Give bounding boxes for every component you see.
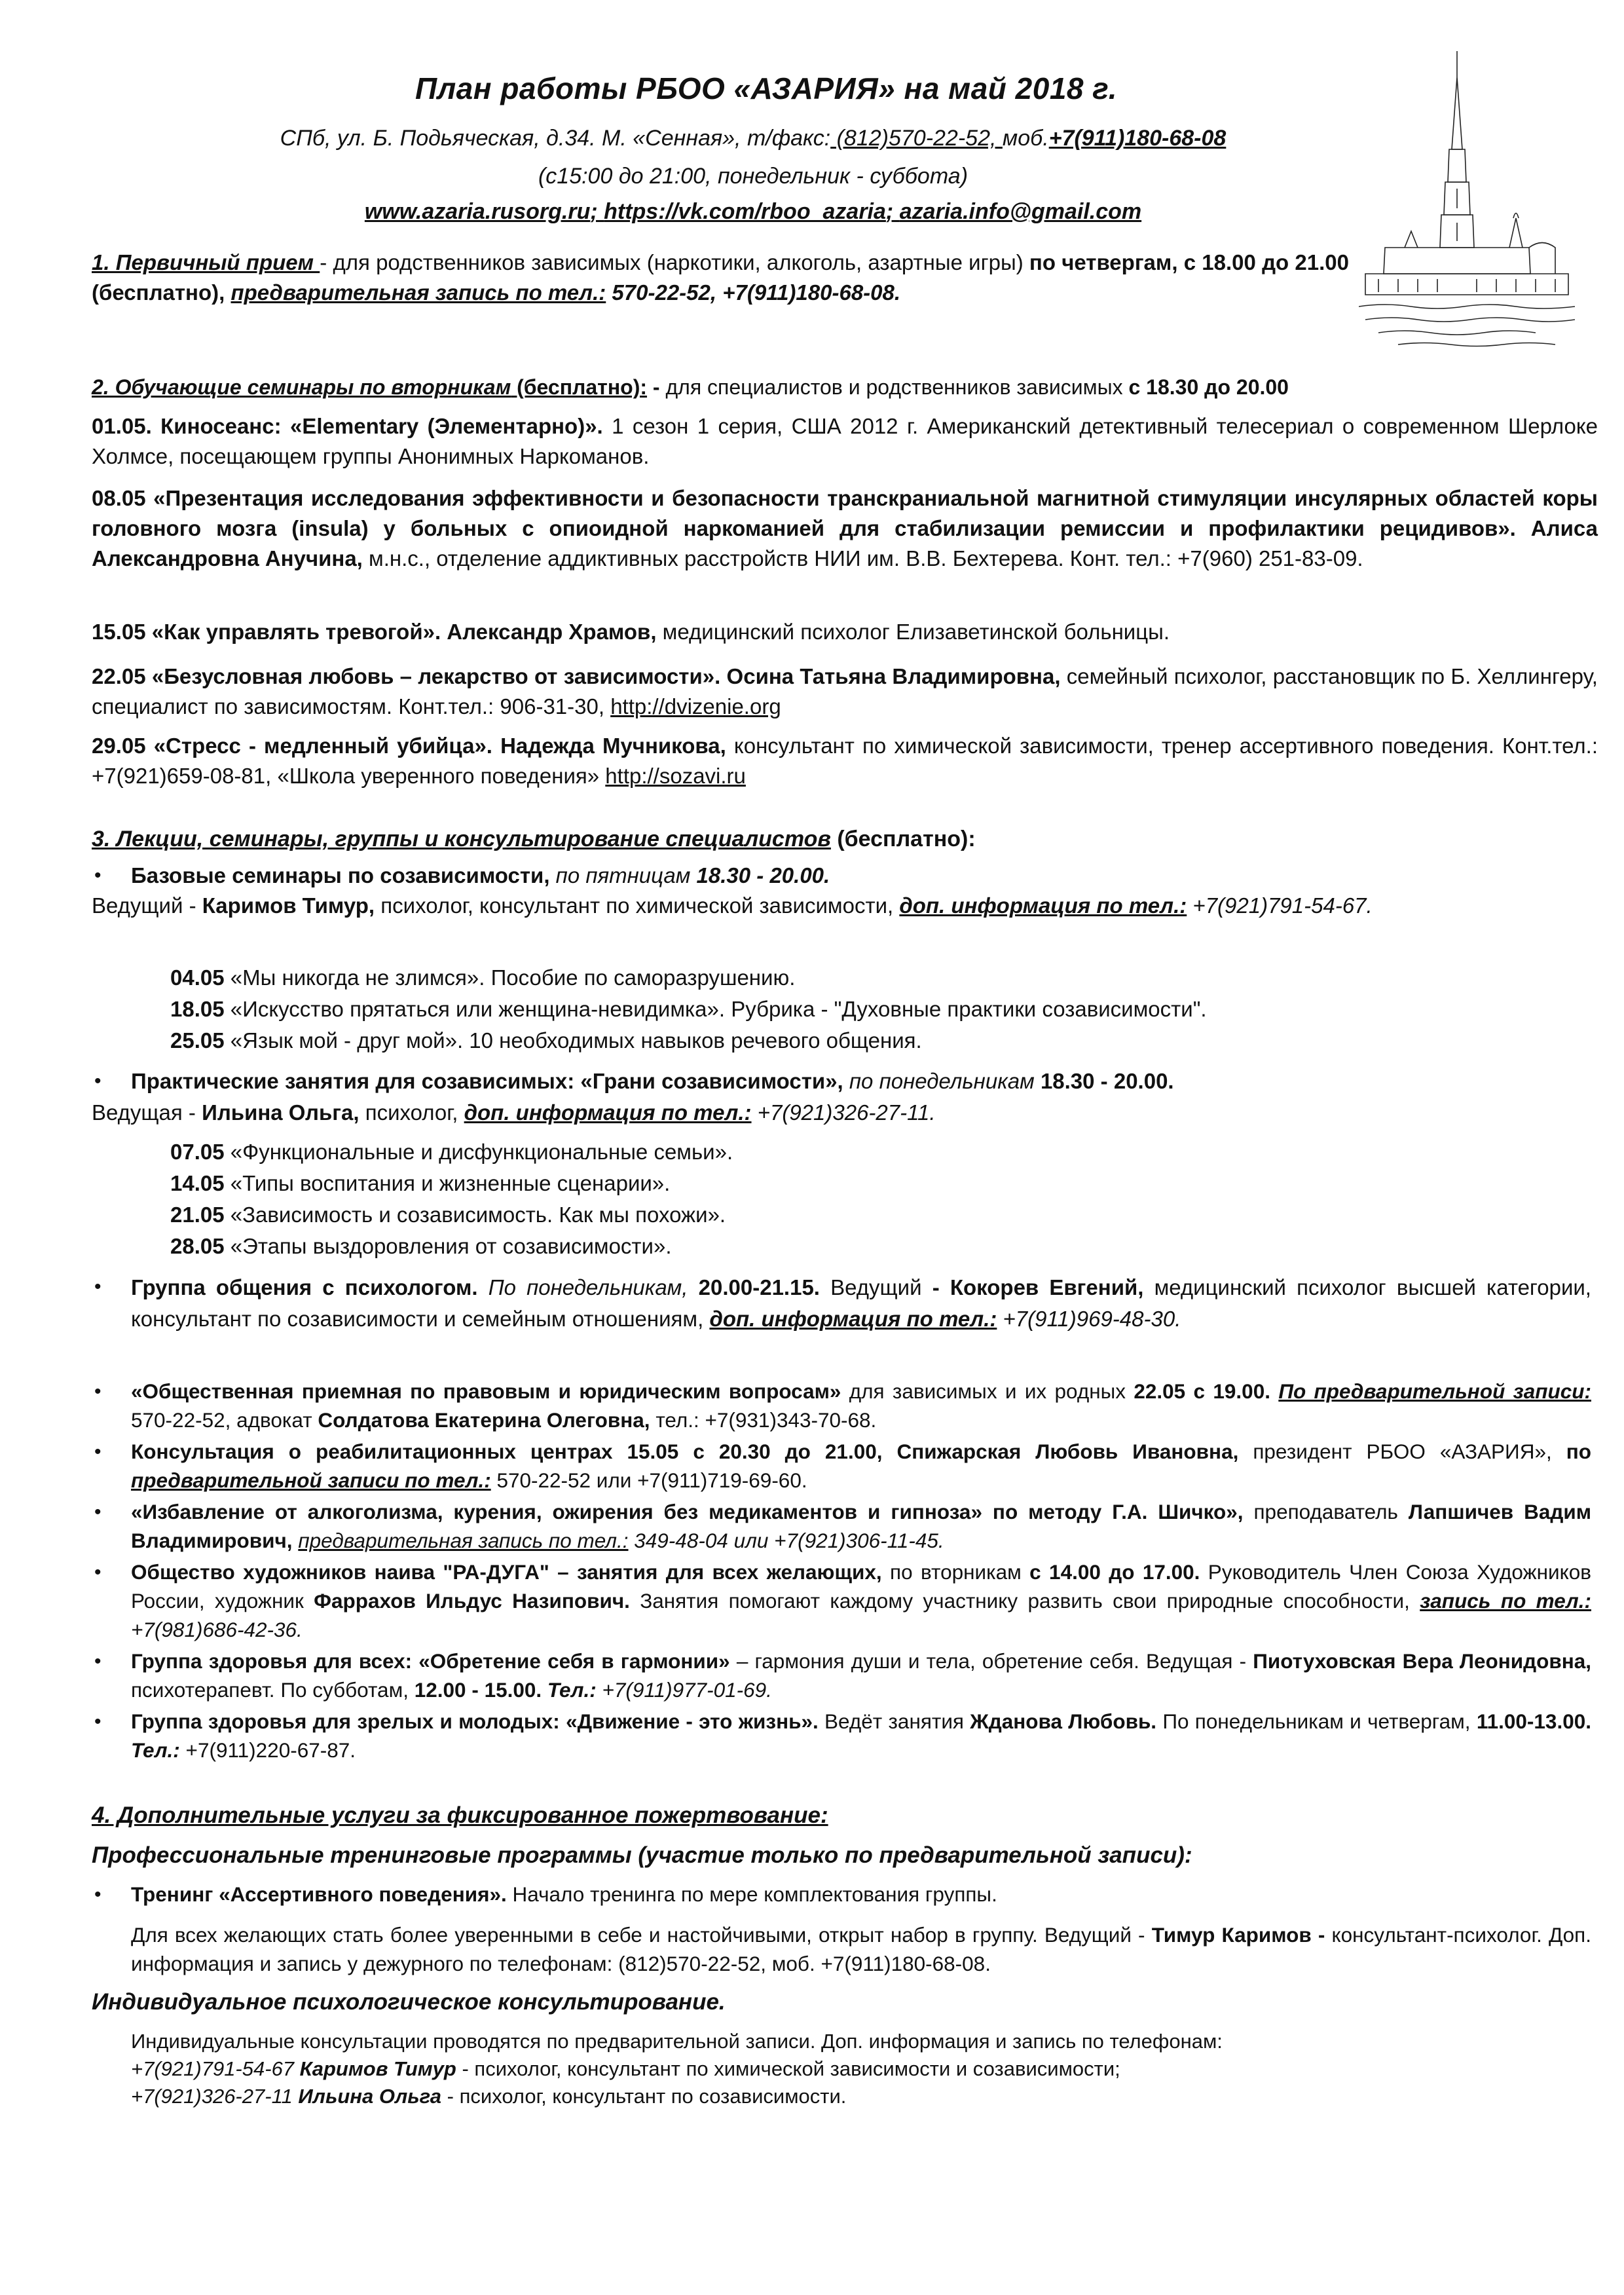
- codependency-host: Ведущий - Каримов Тимур, психолог, консультант по химической зависимости, доп. информация по тел.: +7(921)791-54-67.: [92, 893, 1373, 918]
- health-group-movement: Группа здоровья для зрелых и молодых: «Движение - это жизнь». Ведёт занятия Жданова Любовь. По понедельникам и четвергам, 11.00-13.00. Тел.: +7(911)220-67-87.: [131, 1709, 1591, 1762]
- page-title: План работы РБОО «АЗАРИЯ» на май 2018 г.: [415, 71, 1118, 105]
- individual-consulting-heading: Индивидуальное психологическое консультирование.: [92, 1989, 726, 2015]
- list-item: 21.05 «Зависимость и созависимость. Как мы похожи».: [170, 1203, 726, 1227]
- list-item: 04.05 «Мы никогда не злимся». Пособие по саморазрушению.: [170, 965, 796, 990]
- bullet-icon: •: [94, 865, 101, 886]
- codependency-seminars: Базовые семинары по созависимости, по пятницам 18.30 - 20.00.: [131, 863, 830, 887]
- section-2-title: 2. Обучающие семинары по вторникам: [92, 375, 511, 399]
- bullet-icon: •: [94, 1884, 101, 1905]
- bullet-icon: •: [94, 1441, 101, 1463]
- website-link[interactable]: www.azaria.rusorg.ru: [364, 199, 591, 224]
- artists-society: Общество художников наива "РА-ДУГА" – занятия для всех желающих, по вторникам с 14.00 до 17.00. Руководитель Член Союза Художников России, художник Фаррахов Ильдус Назипович. Занятия помогают каждому участнику развить свои природные способности, запись по тел.: +7(981)686-42-36.: [131, 1560, 1592, 1641]
- consultant-karimov: +7(921)791-54-67 Каримов Тимур - психолог, консультант по химической зависимости и созависимости;: [131, 2057, 1120, 2080]
- vk-link[interactable]: https://vk.com/rboo_azaria: [604, 199, 886, 224]
- section-4-title: 4. Дополнительные услуги за фиксированное пожертвование:: [92, 1802, 828, 1828]
- practical-host: Ведущая - Ильина Ольга, психолог, доп. информация по тел.: +7(921)326-27-11.: [92, 1100, 936, 1125]
- seminar-2905: 29.05 «Стресс - медленный убийца». Надежда Мучникова, консультант по химической зависимости, тренер ассертивного поведения. Конт.тел.: +7(921)659-08-81, «Школа уверенного поведения» http://sozavi.ru: [92, 734, 1598, 788]
- sozavi-link[interactable]: http://sozavi.ru: [605, 764, 746, 788]
- assertive-training: Тренинг «Ассертивного поведения». Начало тренинга по мере комплектования группы.: [131, 1882, 997, 1906]
- list-item: 28.05 «Этапы выздоровления от созависимости».: [170, 1234, 672, 1258]
- list-item: 18.05 «Искусство прятаться или женщина-невидимка». Рубрика - "Духовные практики созависимости".: [170, 997, 1207, 1021]
- email-link[interactable]: azaria.info@gmail.com: [899, 199, 1142, 224]
- health-group-harmony: Группа здоровья для всех: «Обретение себя в гармонии» – гармония души и тела, обретение себя. Ведущая - Пиотуховская Вера Леонидовна, психотерапевт. По субботам, 12.00 - 15.00. Тел.: +7(911)977-01-69.: [131, 1649, 1592, 1702]
- seminar-2205: 22.05 «Безусловная любовь – лекарство от зависимости». Осина Татьяна Владимировна, семейный психолог, расстановщик по Б. Хеллингеру, специалист по зависимостям. Конт.тел.: 906-31-30, http://dvizenie.org: [92, 664, 1598, 718]
- section-1: 1. Первичный прием - для родственников зависимых (наркотики, алкоголь, азартные игры) по четвергам, с 18.00 до 21.00 (бесплатно), предварительная запись по тел.: 570-22-52, +7(911)180-68-08.: [92, 250, 1349, 305]
- training-programs-heading: Профессиональные тренинговые программы (участие только по предварительной записи):: [92, 1842, 1192, 1868]
- legal-reception: «Общественная приемная по правовым и юридическим вопросам» для зависимых и их родных 22.05 с 19.00. По предварительной записи: 570-22-52, адвокат Солдатова Екатерина Олеговна, тел.: +7(931)343-70-68.: [131, 1379, 1591, 1432]
- bullet-icon: •: [94, 1276, 101, 1297]
- list-item: 14.05 «Типы воспитания и жизненные сценарии».: [170, 1171, 671, 1195]
- seminar-1505: 15.05 «Как управлять тревогой». Александр Храмов, медицинский психолог Елизаветинской больницы.: [92, 620, 1170, 644]
- links-line: www.azaria.rusorg.ru; https://vk.com/rboo_azaria; azaria.info@gmail.com: [364, 199, 1142, 224]
- section-1-title: 1. Первичный прием: [92, 250, 320, 274]
- bullet-icon: •: [94, 1070, 101, 1092]
- bullet-icon: •: [94, 1651, 101, 1672]
- seminar-0805: 08.05 «Презентация исследования эффективности и безопасности транскраниальной магнитной стимуляции инсулярных областей коры головного мозга (insula) у больных с опиоидной наркоманией для стабилизации ремиссии и профилактики рецидивов». Алиса Александровна Анучина, м.н.с., отделение аддиктивных расстройств НИИ им. В.В. Бехтерева. Конт. тел.: +7(960) 251-83-09.: [92, 486, 1598, 570]
- section-2-heading: 2. Обучающие семинары по вторникам (бесплатно): - для специалистов и родственников зависимых с 18.30 до 20.00: [92, 375, 1289, 399]
- phone-mobile: +7(911)180-68-08: [1048, 126, 1227, 151]
- psychologist-group: Группа общения с психологом. По понедельникам, 20.00-21.15. Ведущий - Кокорев Евгений, медицинский психолог высшей категории, консультант по созависимости и семейным отношениям, доп. информация по тел.: +7(911)969-48-30.: [131, 1275, 1591, 1331]
- list-item: 25.05 «Язык мой - друг мой». 10 необходимых навыков речевого общения.: [170, 1028, 922, 1053]
- address: СПб, ул. Б. Подьяческая, д.34. М. «Сенная», т/факс:: [280, 126, 831, 151]
- bullet-icon: •: [94, 1711, 101, 1732]
- bullet-icon: •: [94, 1561, 101, 1583]
- bullet-icon: •: [94, 1381, 101, 1402]
- practical-classes: Практические занятия для созависимых: «Грани созависимости», по понедельникам 18.30 - 20.00.: [131, 1069, 1174, 1093]
- section-3-heading: 3. Лекции, семинары, группы и консультирование специалистов (бесплатно):: [92, 827, 976, 851]
- fortress-illustration: [1359, 51, 1575, 352]
- section-3-title: 3. Лекции, семинары, группы и консультирование специалистов: [92, 827, 831, 851]
- seminar-0105: 01.05. Киносеанс: «Elementary (Элементарно)». 1 сезон 1 серия, США 2012 г. Американский детективный телесериал о современном Шерлоке Холмсе, посещающем группы Анонимных Наркоманов.: [92, 414, 1598, 468]
- mob-label: моб.: [1002, 126, 1049, 151]
- dvizenie-link[interactable]: http://dvizenie.org: [610, 694, 781, 718]
- list-item: 07.05 «Функциональные и дисфункциональные семьи».: [170, 1140, 733, 1164]
- consultant-ilina: +7(921)326-27-11 Ильина Ольга - психолог, консультант по созависимости.: [131, 2085, 847, 2108]
- assertive-training-details: Для всех желающих стать более уверенными в себе и настойчивыми, открыт набор в группу. Ведущий - Тимур Каримов - консультант-психолог. Доп. информация и запись у дежурного по телефонам: (812)570-22-52, моб. +7(911)180-68-08.: [131, 1923, 1591, 1975]
- shichko-method: «Избавление от алкоголизма, курения, ожирения без медикаментов и гипноза» по методу Г.А. Шичко», преподаватель Лапшичев Вадим Владимирович, предварительная запись по тел.: 349-48-04 или +7(921)306-11-45.: [131, 1500, 1591, 1552]
- contact-line: [124, 126, 1382, 151]
- individual-consulting-text: Индивидуальные консультации проводятся по предварительной записи. Доп. информация и запись по телефонам:: [131, 2030, 1223, 2053]
- working-hours: (с15:00 до 21:00, понедельник - суббота): [538, 164, 969, 189]
- rehab-consultation: Консультация о реабилитационных центрах 15.05 с 20.30 до 21.00, Спижарская Любовь Ивановна, президент РБОО «АЗАРИЯ», по предварительной записи по тел.: 570-22-52 или +7(911)719-69-60.: [131, 1440, 1591, 1492]
- bullet-icon: •: [94, 1501, 101, 1523]
- phone-main: (812)570-22-52,: [830, 126, 1003, 151]
